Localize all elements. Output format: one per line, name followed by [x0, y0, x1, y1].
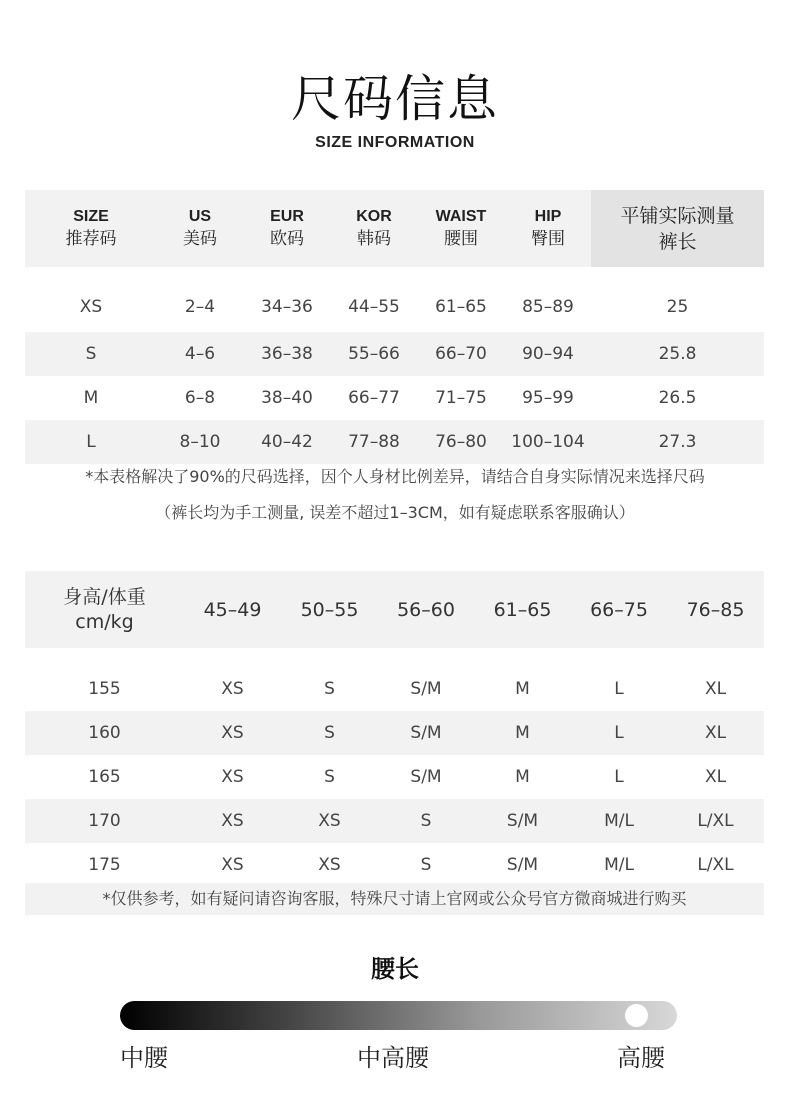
mid-rise-label: 中腰 — [120, 1044, 168, 1072]
height-cell: 160 — [88, 723, 121, 743]
table-cell: 40–42 — [261, 432, 313, 452]
size-table — [25, 190, 764, 464]
table-cell: S — [324, 679, 335, 699]
table-row — [25, 843, 764, 887]
table-cell: M — [515, 767, 530, 787]
table-row — [25, 332, 764, 376]
table-cell: XS — [318, 811, 341, 831]
table-cell: 25.8 — [658, 344, 697, 364]
height-weight-corner: 身高/体重 cm/kg — [63, 585, 146, 633]
table-cell: M/L — [604, 855, 634, 875]
table-cell: XS — [221, 811, 244, 831]
table-cell: 66–77 — [348, 388, 400, 408]
table-row — [25, 799, 764, 843]
table-cell: 36–38 — [261, 344, 313, 364]
table-cell: XS — [221, 855, 244, 875]
weight-col-header: 66–75 — [590, 598, 648, 621]
weight-col-header: 61–65 — [493, 598, 552, 621]
table-row — [25, 711, 764, 755]
table-cell: S/M — [410, 679, 442, 699]
table-cell: 4–6 — [184, 344, 216, 364]
waist-col-header: WAIST 腰围 — [435, 208, 487, 249]
table-cell: 61–65 — [435, 297, 487, 317]
table-cell: M — [515, 679, 530, 699]
height-cell: 165 — [88, 767, 121, 787]
waist-rise-gradient-bar — [120, 1001, 677, 1030]
table-cell: 66–70 — [435, 344, 487, 364]
table-cell: XS — [318, 855, 341, 875]
table-cell: 8–10 — [179, 432, 221, 452]
table-cell: 55–66 — [348, 344, 400, 364]
kor-col-header: KOR 韩码 — [356, 208, 392, 249]
table-cell: S/M — [506, 811, 539, 831]
table-cell: 6–8 — [184, 388, 216, 408]
table-cell: XS — [221, 679, 244, 699]
table-cell: S/M — [506, 855, 539, 875]
table-cell: L — [614, 679, 624, 699]
table-cell: L/XL — [697, 811, 734, 831]
table-cell: 100–104 — [511, 432, 585, 452]
table-row — [25, 755, 764, 799]
table-cell: 25 — [666, 297, 689, 317]
us-col-header: US 美码 — [183, 208, 217, 249]
table-cell: 26.5 — [658, 388, 697, 408]
table-cell: XL — [704, 723, 727, 743]
weight-col-header: 45–49 — [203, 598, 262, 621]
table-cell: L — [614, 767, 624, 787]
height-weight-table — [25, 571, 764, 887]
weight-col-header: 56–60 — [397, 598, 455, 621]
eur-col-header: EUR 欧码 — [270, 208, 304, 249]
waist-rise-indicator — [625, 1004, 648, 1027]
table-cell: XL — [704, 679, 727, 699]
mid-high-rise-label: 中高腰 — [357, 1044, 429, 1072]
table-cell: 71–75 — [435, 388, 487, 408]
table-cell: XS — [79, 297, 103, 317]
table-cell: M — [515, 723, 530, 743]
table-cell: M — [83, 388, 99, 408]
table-cell: M/L — [604, 811, 634, 831]
table-cell: 34–36 — [261, 297, 313, 317]
table-cell: S — [324, 723, 335, 743]
table-cell: S — [324, 767, 335, 787]
table-cell: 38–40 — [261, 388, 313, 408]
size-col-header: SIZE 推荐码 — [65, 208, 117, 249]
table-cell: XS — [221, 767, 244, 787]
length-note: （裤长均为手工测量, 误差不超过1–3CM，如有疑虑联系客服确认） — [155, 503, 635, 522]
height-weight-header — [25, 571, 764, 648]
height-cell: 155 — [88, 679, 121, 699]
table-cell: L — [614, 723, 624, 743]
table-cell: 85–89 — [522, 297, 574, 317]
table-row — [25, 420, 764, 464]
reference-footnote: *仅供参考，如有疑问请咨询客服，特殊尺寸请上官网或公众号官方微商城进行购买 — [25, 883, 764, 915]
table-row — [25, 376, 764, 420]
table-cell: 44–55 — [348, 297, 400, 317]
high-rise-label: 高腰 — [617, 1044, 665, 1072]
table-cell: XS — [221, 723, 244, 743]
table-cell: S — [85, 344, 97, 364]
size-note: *本表格解决了90%的尺码选择，因个人身材比例差异，请结合自身实际情况来选择尺码 — [85, 467, 705, 486]
table-cell: S — [420, 855, 432, 875]
table-cell: 90–94 — [522, 344, 574, 364]
table-cell: 95–99 — [522, 388, 574, 408]
page-title: 尺码信息 — [291, 70, 499, 128]
height-cell: 175 — [88, 855, 121, 875]
waist-rise-title: 腰长 — [371, 955, 419, 983]
table-cell: 77–88 — [348, 432, 400, 452]
table-cell: 76–80 — [435, 432, 487, 452]
table-cell: XL — [704, 767, 727, 787]
page-subtitle: SIZE INFORMATION — [315, 134, 475, 151]
size-table-header — [25, 190, 764, 267]
table-cell: 27.3 — [658, 432, 697, 452]
table-cell: L/XL — [697, 855, 734, 875]
table-row — [25, 267, 764, 332]
table-cell: S/M — [410, 723, 442, 743]
table-cell: 2–4 — [184, 297, 216, 317]
table-cell: L — [86, 432, 96, 452]
weight-col-header: 50–55 — [300, 598, 359, 621]
weight-col-header: 76–85 — [686, 598, 745, 621]
table-cell: S — [420, 811, 432, 831]
length-col-header: 平铺实际测量 裤长 — [591, 190, 764, 267]
height-cell: 170 — [88, 811, 121, 831]
table-cell: S/M — [410, 767, 442, 787]
hip-col-header: HIP 臀围 — [531, 208, 565, 249]
table-row — [25, 648, 764, 711]
